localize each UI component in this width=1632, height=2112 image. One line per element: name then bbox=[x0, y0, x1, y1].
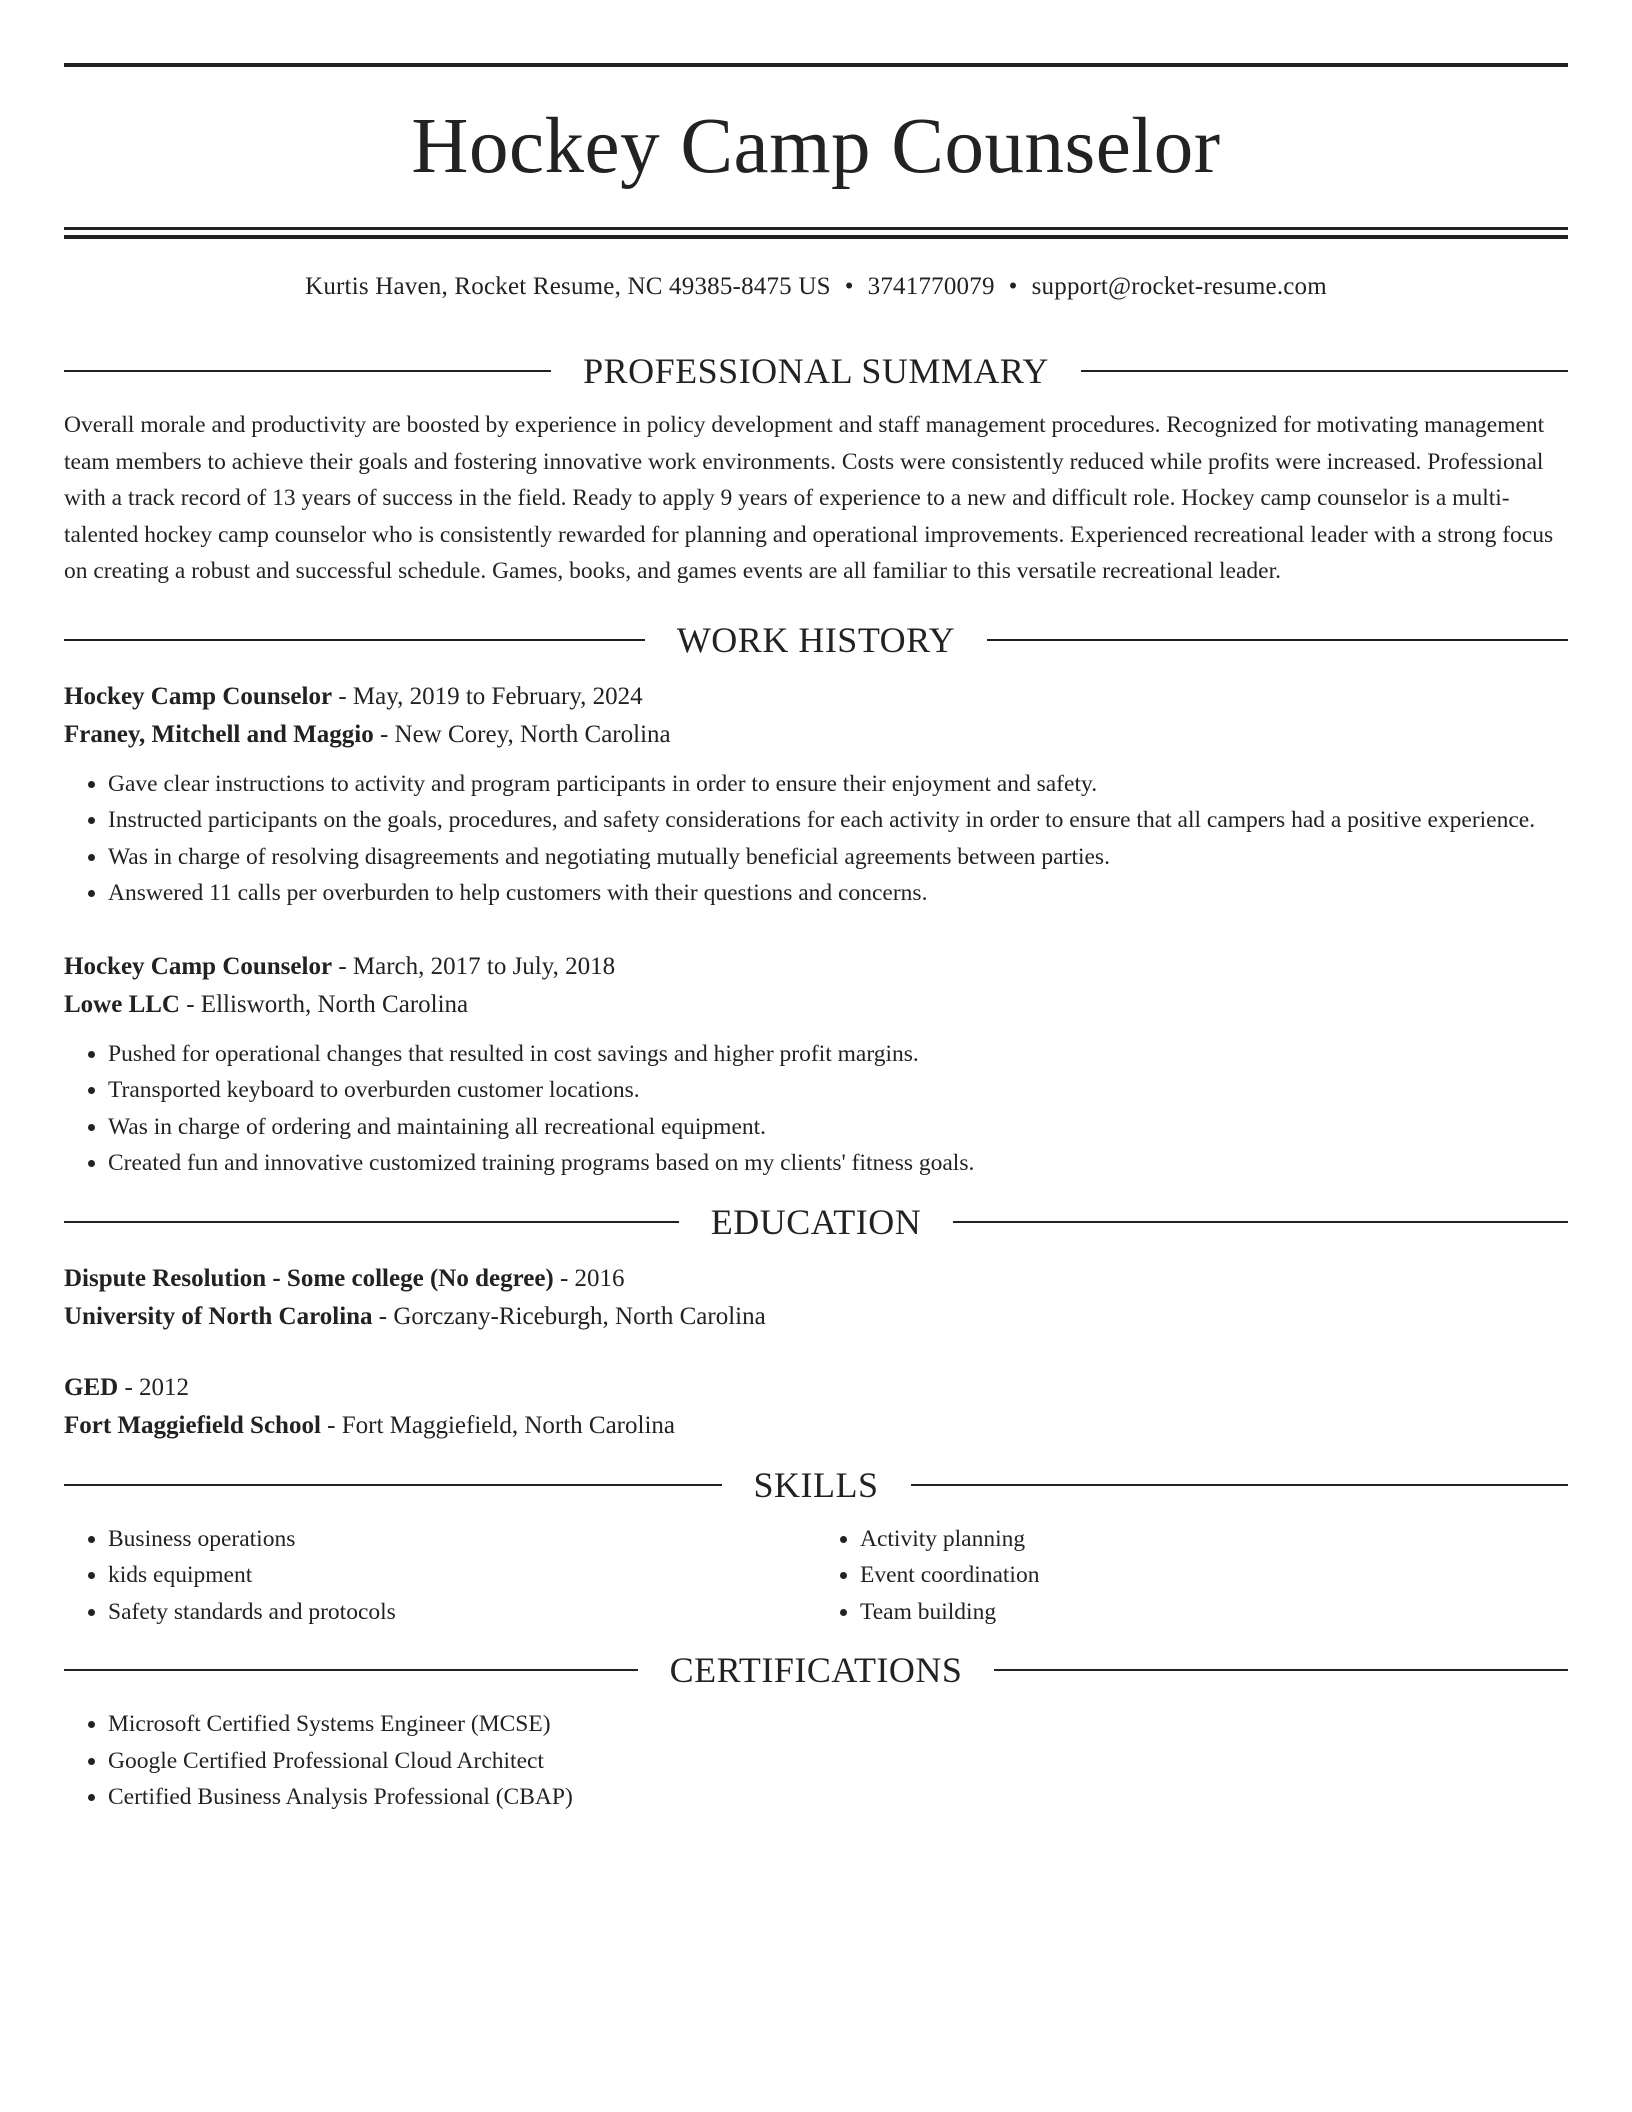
job-bullets bbox=[64, 766, 1568, 912]
list-item: • Pushed for operational changes that resulted in cost savings and higher profit margins. bbox=[108, 1036, 1568, 1073]
list-item: • kids equipment bbox=[108, 1557, 816, 1594]
resume-name-title: Hockey Camp Counselor bbox=[411, 103, 1221, 190]
contact-address: Kurtis Haven, Rocket Resume, NC 49385-8475 US bbox=[305, 273, 831, 300]
list-item: • Team building bbox=[860, 1594, 1568, 1631]
list-item: • Gave clear instructions to activity and program participants in order to ensure their enjoyment and safety. bbox=[108, 766, 1568, 803]
list-item: • Certified Business Analysis Professional (CBAP) bbox=[108, 1779, 1568, 1816]
education-entry bbox=[64, 1369, 1568, 1445]
heading-rule-right bbox=[911, 1484, 1569, 1486]
education-school-row bbox=[64, 1298, 1568, 1336]
section-title: WORK HISTORY bbox=[676, 619, 956, 660]
heading-rule-right bbox=[987, 639, 1568, 641]
education-degree: Dispute Resolution - Some college (No degree) bbox=[64, 1264, 554, 1292]
job-entry bbox=[64, 948, 1568, 1182]
section-heading-work bbox=[64, 618, 1568, 662]
heading-rule-left bbox=[64, 370, 551, 372]
list-item: • Event coordination bbox=[860, 1557, 1568, 1594]
heading-rule-right bbox=[953, 1221, 1568, 1223]
section-title: EDUCATION bbox=[710, 1201, 922, 1242]
list-item: • Safety standards and protocols bbox=[108, 1594, 816, 1631]
education-location: - Fort Maggiefield, North Carolina bbox=[320, 1411, 675, 1439]
education-entry bbox=[64, 1260, 1568, 1336]
section-heading-certifications bbox=[64, 1648, 1568, 1692]
contact-email: support@rocket-resume.com bbox=[1031, 273, 1327, 300]
job-company-row bbox=[64, 986, 1568, 1024]
heading-rule-left bbox=[64, 1669, 638, 1671]
section-title: PROFESSIONAL SUMMARY bbox=[583, 351, 1049, 391]
certifications-list bbox=[64, 1706, 1568, 1816]
section-title: SKILLS bbox=[753, 1464, 879, 1505]
education-year: - 2016 bbox=[553, 1264, 625, 1292]
list-item: • Instructed participants on the goals, procedures, and safety considerations for each activity in order to ensure that all campers had a positive experience. bbox=[108, 802, 1568, 839]
skills-column-right bbox=[816, 1521, 1568, 1631]
job-dates: - March, 2017 to July, 2018 bbox=[332, 952, 616, 980]
education-degree-row bbox=[64, 1369, 1568, 1407]
job-title: Hockey Camp Counselor bbox=[64, 952, 333, 980]
job-entry bbox=[64, 678, 1568, 912]
job-company-row bbox=[64, 716, 1568, 754]
list-item: • Answered 11 calls per overburden to help customers with their questions and concerns. bbox=[108, 875, 1568, 912]
list-item: • Activity planning bbox=[860, 1521, 1568, 1558]
job-title: Hockey Camp Counselor bbox=[64, 682, 333, 710]
section-title: CERTIFICATIONS bbox=[669, 1650, 963, 1690]
job-title-row bbox=[64, 678, 1568, 716]
list-item: • Google Certified Professional Cloud Architect bbox=[108, 1743, 1568, 1780]
list-item: • Was in charge of resolving disagreements and negotiating mutually beneficial agreements between parties. bbox=[108, 839, 1568, 876]
double-rule bbox=[64, 227, 1568, 239]
skills-grid bbox=[64, 1521, 1568, 1631]
list-item: • Created fun and innovative customized training programs based on my clients' fitness goals. bbox=[108, 1145, 1568, 1182]
education-location: - Gorczany-Riceburgh, North Carolina bbox=[372, 1302, 766, 1330]
contact-line bbox=[64, 269, 1568, 305]
job-location: - Ellisworth, North Carolina bbox=[179, 990, 469, 1018]
job-location: - New Corey, North Carolina bbox=[373, 720, 671, 748]
job-company: Lowe LLC bbox=[64, 990, 180, 1018]
job-title-row bbox=[64, 948, 1568, 986]
section-heading-skills bbox=[64, 1463, 1568, 1507]
job-company: Franey, Mitchell and Maggio bbox=[64, 720, 374, 748]
skills-column-left bbox=[64, 1521, 816, 1631]
education-degree-row bbox=[64, 1260, 1568, 1298]
education-school: University of North Carolina bbox=[64, 1302, 373, 1330]
heading-rule-left bbox=[64, 1221, 679, 1223]
education-year: - 2012 bbox=[118, 1373, 190, 1401]
list-item: • Business operations bbox=[108, 1521, 816, 1558]
heading-rule-right bbox=[1081, 370, 1568, 372]
contact-phone: 3741770079 bbox=[867, 273, 995, 300]
list-item: • Transported keyboard to overburden customer locations. bbox=[108, 1072, 1568, 1109]
section-heading-education bbox=[64, 1200, 1568, 1244]
job-dates: - May, 2019 to February, 2024 bbox=[332, 682, 643, 710]
bullet-separator: • bbox=[844, 273, 854, 300]
list-item: • Microsoft Certified Systems Engineer (MCSE) bbox=[108, 1706, 1568, 1743]
section-heading-summary bbox=[64, 349, 1568, 393]
summary-text: Overall morale and productivity are boosted by experience in policy development and staff management procedures. Recognized for motivating management team members to achieve their goals and fostering innovative work environments. Costs were consistently reduced while profits were increased. Professional with a track record of 13 years of success in the field. Ready to apply 9 years of experience to a new and difficult role. Hockey camp counselor is a multi-talented hockey camp counselor who is consistently rewarded for planning and operational improvements. Experienced recreational leader with a strong focus on creating a robust and successful schedule. Games, books, and games events are all familiar to this versatile recreational leader. bbox=[64, 412, 1554, 584]
bullet-separator: • bbox=[1008, 273, 1018, 300]
job-bullets bbox=[64, 1036, 1568, 1182]
education-school: Fort Maggiefield School bbox=[64, 1411, 321, 1439]
education-degree: GED bbox=[64, 1373, 119, 1401]
list-item: • Was in charge of ordering and maintaining all recreational equipment. bbox=[108, 1109, 1568, 1146]
heading-rule-right bbox=[994, 1669, 1568, 1671]
education-school-row bbox=[64, 1407, 1568, 1445]
heading-rule-left bbox=[64, 639, 645, 641]
heading-rule-left bbox=[64, 1484, 722, 1486]
